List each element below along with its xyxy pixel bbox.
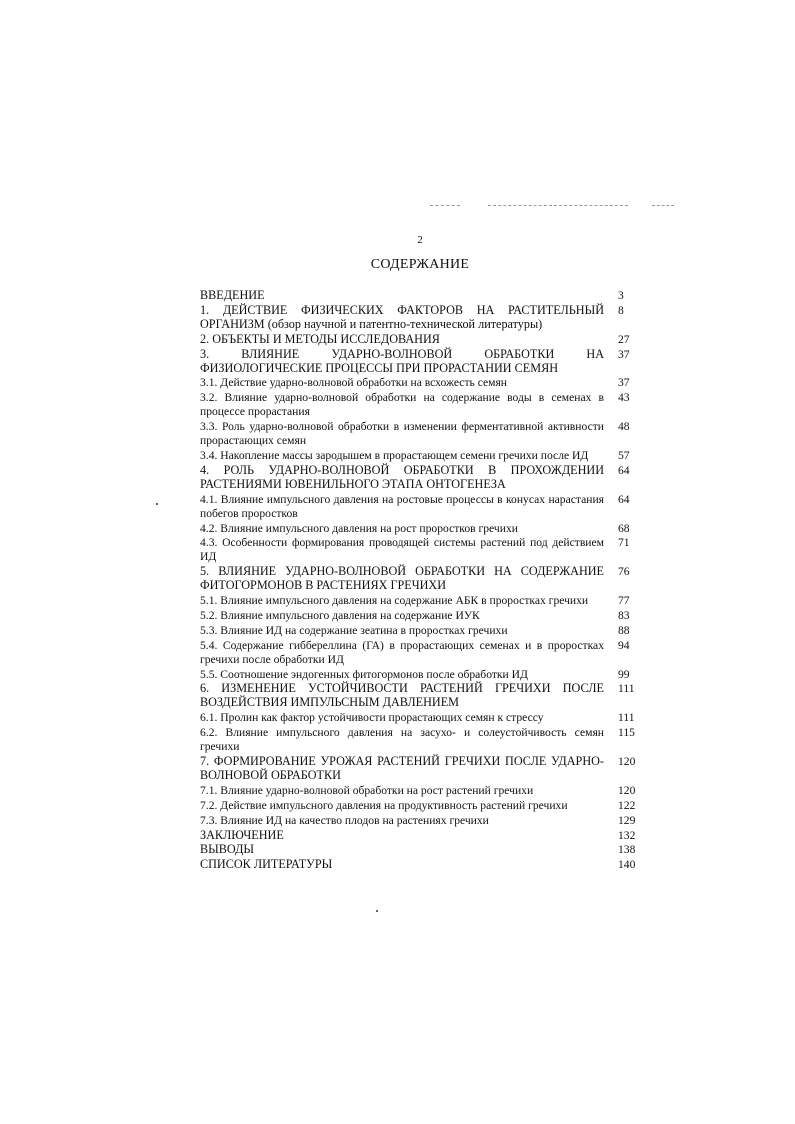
toc-entry-page: 77 xyxy=(618,594,630,608)
toc-entry-title: 3.1. Действие ударно-волновой обработки на всхожесть семян xyxy=(200,376,508,390)
toc-entry-title: ВВЕДЕНИЕ xyxy=(200,288,265,302)
toc-entry-page: 83 xyxy=(618,608,630,622)
toc-entry xyxy=(200,594,636,608)
toc-entry-title: 3.2. Влияние ударно-волновой обработки на содержание воды в семенах в процессе прорастания xyxy=(200,391,604,419)
toc-entry xyxy=(200,304,636,332)
toc-entry-page: 120 xyxy=(618,783,636,797)
toc-entry-page: 37 xyxy=(618,347,630,361)
toc-entry-page: 64 xyxy=(618,492,630,506)
scan-speck xyxy=(156,503,158,505)
toc-entry-title: ВЫВОДЫ xyxy=(200,842,255,857)
toc-entry-title: 4.1. Влияние импульсного давления на ростовые процессы в конусах нарастания побегов проростков xyxy=(200,492,604,520)
toc-entry-page: 120 xyxy=(618,755,636,768)
toc-entry xyxy=(200,755,636,783)
toc-entry-title: 6. ИЗМЕНЕНИЕ УСТОЙЧИВОСТИ РАСТЕНИЙ ГРЕЧИХИ ПОСЛЕ ВОЗДЕЙСТВИЯ ИМПУЛЬСНЫМ ДАВЛЕНИЕМ xyxy=(200,681,604,710)
scan-artifact-line xyxy=(488,205,628,206)
toc-entry xyxy=(200,829,636,843)
toc-entry xyxy=(200,391,636,419)
toc-entry-page: 76 xyxy=(618,565,630,579)
toc-entry-title: 1. ДЕЙСТВИЕ ФИЗИЧЕСКИХ ФАКТОРОВ НА РАСТИТЕЛЬНЫЙ ОРГАНИЗМ (обзор научной и патентно-технической литературы) xyxy=(200,302,604,331)
toc-entry xyxy=(200,668,636,682)
toc-entry xyxy=(200,449,636,463)
toc-entry-page: 27 xyxy=(618,332,630,346)
toc-entry-page: 71 xyxy=(618,536,630,550)
toc-entry-page: 57 xyxy=(618,448,630,462)
toc-entry xyxy=(200,522,636,536)
toc-entry-title: 3.4. Накопление массы зародышем в прорастающем семени гречихи после ИД xyxy=(200,448,589,462)
toc-entry-title: 5.3. Влияние ИД на содержание зеатина в проростках гречихи xyxy=(200,623,508,637)
toc-entry-page: 68 xyxy=(618,521,630,535)
toc-entry xyxy=(200,376,636,390)
toc-entry-title: 7.3. Влияние ИД на качество плодов на растениях гречихи xyxy=(200,813,489,827)
toc-entry xyxy=(200,624,636,638)
toc-entry-title: 4.3. Особенности формирования проводящей системы растений под действием ИД xyxy=(200,536,604,564)
toc-entry-page: 132 xyxy=(618,828,636,842)
toc-entry-title: 6.2. Влияние импульсного давления на засухо- и солеустойчивость семян гречихи xyxy=(200,726,604,754)
toc-entry-title: 7.2. Действие импульсного давления на продуктивность растений гречихи xyxy=(200,798,568,812)
scan-speck xyxy=(376,910,378,912)
toc-entry-title: 5.1. Влияние импульсного давления на содержание АБК в проростках гречихи xyxy=(200,594,589,608)
toc-entry xyxy=(200,814,636,828)
toc-entry-title: ЗАКЛЮЧЕНИЕ xyxy=(200,827,284,842)
toc-entry-page: 94 xyxy=(618,638,630,652)
toc-entry xyxy=(200,799,636,813)
toc-entry-page: 129 xyxy=(618,813,636,827)
toc-entry-title: 5. ВЛИЯНИЕ УДАРНО-ВОЛНОВОЙ ОБРАБОТКИ НА СОДЕРЖАНИЕ ФИТОГОРМОНОВ В РАСТЕНИЯХ ГРЕЧИХИ xyxy=(200,564,604,593)
toc-entry-title: 6.1. Пролин как фактор устойчивости прорастающих семян к стрессу xyxy=(200,711,544,725)
scan-artifact-line xyxy=(430,205,460,206)
toc-entry xyxy=(200,682,636,710)
toc-entry-page: 43 xyxy=(618,391,630,405)
toc-entry-title: 3. ВЛИЯНИЕ УДАРНО-ВОЛНОВОЙ ОБРАБОТКИ НА ФИЗИОЛОГИЧЕСКИЕ ПРОЦЕССЫ ПРИ ПРОРАСТАНИИ СЕМЯН xyxy=(200,346,604,375)
toc-entry-page: 8 xyxy=(618,303,624,317)
toc-entry-page: 138 xyxy=(618,843,636,857)
toc-entry xyxy=(200,333,636,347)
table-of-contents xyxy=(200,289,636,873)
toc-entry-title: 3.3. Роль ударно-волновой обработки в изменении ферментативной активности прорастающих семян xyxy=(200,420,604,448)
toc-entry-page: 48 xyxy=(618,420,630,434)
toc-entry-page: 111 xyxy=(618,682,635,696)
toc-entry xyxy=(200,711,636,725)
toc-entry-page: 115 xyxy=(618,726,635,740)
toc-entry-title: 4.2. Влияние импульсного давления на рост проростков гречихи xyxy=(200,521,518,535)
toc-entry xyxy=(200,843,636,857)
toc-entry-page: 99 xyxy=(618,667,630,681)
toc-entry xyxy=(200,289,636,303)
toc-entry-title: 7.1. Влияние ударно-волновой обработки на рост растений гречихи xyxy=(200,783,534,797)
toc-title: СОДЕРЖАНИЕ xyxy=(370,257,470,272)
scan-artifact-line xyxy=(652,205,674,206)
toc-entry-title: 5.5. Соотношение эндогенных фитогормонов после обработки ИД xyxy=(200,667,528,681)
toc-entry-title: СПИСОК ЛИТЕРАТУРЫ xyxy=(200,857,333,872)
toc-entry-page: 64 xyxy=(618,463,630,477)
toc-entry xyxy=(200,726,636,754)
toc-entry xyxy=(200,784,636,798)
toc-entry xyxy=(200,420,636,448)
toc-entry-page: 37 xyxy=(618,376,630,390)
toc-entry xyxy=(200,348,636,376)
toc-entry-page: 88 xyxy=(618,623,630,637)
toc-entry-title: 5.4. Содержание гиббереллина (ГА) в прорастающих семенах и в проростках гречихи после обработки ИД xyxy=(200,638,604,666)
toc-entry xyxy=(200,609,636,623)
toc-entry-title: 7. ФОРМИРОВАНИЕ УРОЖАЯ РАСТЕНИЙ ГРЕЧИХИ ПОСЛЕ УДАРНО-ВОЛНОВОЙ ОБРАБОТКИ xyxy=(200,754,604,782)
toc-entry xyxy=(200,858,636,872)
toc-entry-page: 3 xyxy=(618,289,624,302)
toc-entry-title: 2. ОБЪЕКТЫ И МЕТОДЫ ИССЛЕДОВАНИЯ xyxy=(200,331,440,346)
toc-entry-page: 122 xyxy=(618,798,636,812)
page-number: 2 xyxy=(417,234,423,246)
toc-entry-title: 5.2. Влияние импульсного давления на содержание ИУК xyxy=(200,608,480,622)
toc-entry xyxy=(200,536,636,564)
toc-entry xyxy=(200,639,636,667)
toc-entry xyxy=(200,464,636,492)
toc-entry xyxy=(200,493,636,521)
toc-entry-page: 140 xyxy=(618,858,636,872)
toc-entry xyxy=(200,565,636,593)
toc-entry-title: 4. РОЛЬ УДАРНО-ВОЛНОВОЙ ОБРАБОТКИ В ПРОХОЖДЕНИИ РАСТЕНИЯМИ ЮВЕНИЛЬНОГО ЭТАПА ОНТОГЕНЕЗА xyxy=(200,462,604,491)
toc-entry-page: 111 xyxy=(618,711,635,725)
